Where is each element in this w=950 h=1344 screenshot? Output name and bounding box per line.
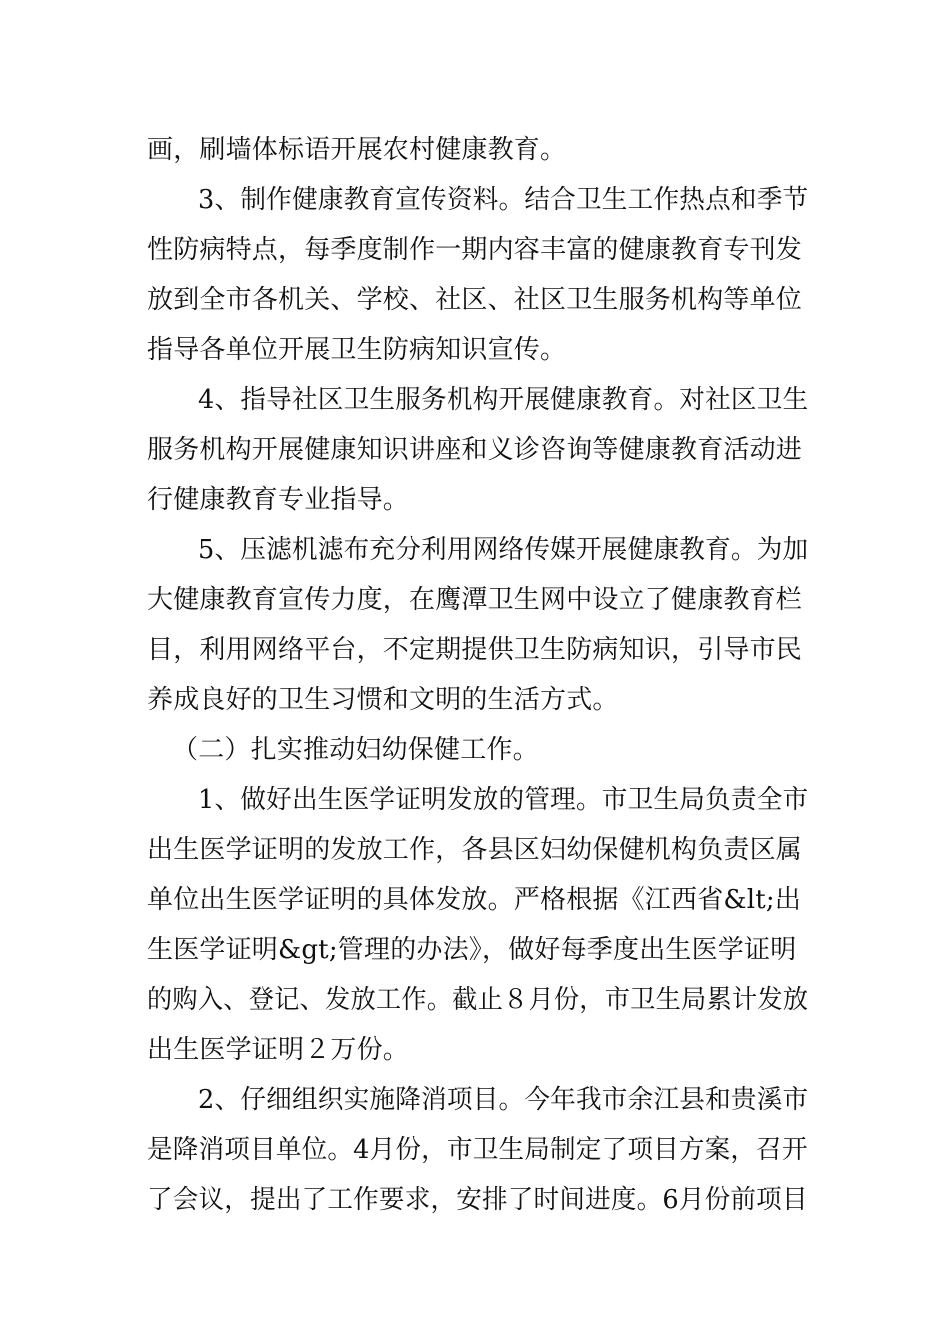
text-line: 大健康教育宣传力度，在鹰潭卫生网中设立了健康教育栏 [147, 585, 803, 615]
text-line: 1、做好出生医学证明发放的管理。市卫生局负责全市 [198, 785, 809, 815]
text-line: 画，刷墙体标语开展农村健康教育。 [147, 135, 567, 165]
text-line: 单位出生医学证明的具体发放。严格根据《江西省&lt;出 [147, 885, 802, 915]
text-line: 3、制作健康教育宣传资料。结合卫生工作热点和季节 [198, 185, 809, 215]
text-line: 的购入、登记、发放工作。截止８月份，市卫生局累计发放 [147, 985, 809, 1015]
text-line: 目，利用网络平台，不定期提供卫生防病知识，引导市民 [147, 635, 803, 665]
text-line: 是降消项目单位。4月份，市卫生局制定了项目方案，召开 [147, 1135, 808, 1165]
text-line: 放到全市各机关、学校、社区、社区卫生服务机构等单位 [147, 285, 803, 315]
text-line: 生医学证明&gt;管理的办法》，做好每季度出生医学证明 [147, 935, 797, 965]
text-line: 指导各单位开展卫生防病知识宣传。 [147, 335, 567, 365]
text-line: 4、指导社区卫生服务机构开展健康教育。对社区卫生 [198, 385, 809, 415]
text-line: 性防病特点，每季度制作一期内容丰富的健康教育专刊发 [147, 235, 803, 265]
text-line: 了会议，提出了工作要求，安排了时间进度。6月份前项目 [147, 1185, 808, 1215]
text-line: 行健康教育专业指导。 [147, 485, 410, 515]
section-heading: （二）扎实推动妇幼保健工作。 [172, 735, 539, 765]
text-line: 5、压滤机滤布充分利用网络传媒开展健康教育。为加 [198, 535, 809, 565]
text-line: 养成良好的卫生习惯和文明的生活方式。 [147, 685, 619, 715]
text-line: 服务机构开展健康知识讲座和义诊咨询等健康教育活动进 [147, 435, 803, 465]
text-line: 2、仔细组织实施降消项目。今年我市余江县和贵溪市 [198, 1085, 809, 1115]
text-line: 出生医学证明２万份。 [147, 1035, 410, 1065]
text-line: 出生医学证明的发放工作，各县区妇幼保健机构负责区属 [147, 835, 803, 865]
